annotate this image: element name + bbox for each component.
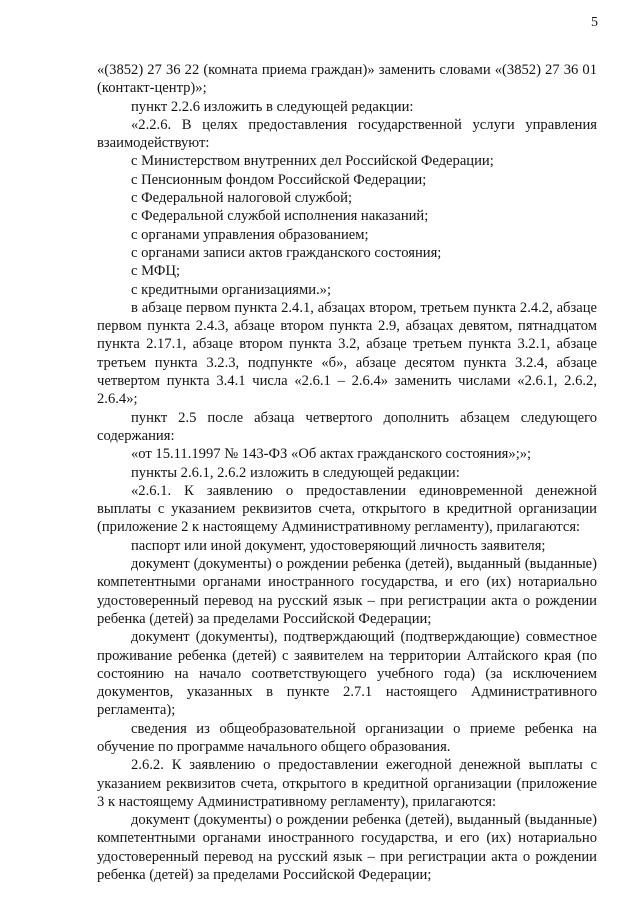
list-item: с Федеральной налоговой службой; [131, 190, 353, 207]
paragraph: «2.2.6. В целях предоставления государственной услуги управления взаимодействуют: [97, 116, 597, 152]
page-number: 5 [591, 15, 598, 30]
paragraph: паспорт или иной документ, удостоверяющий личность заявителя; [131, 537, 546, 554]
agency-list [97, 152, 597, 298]
document-body [97, 61, 597, 884]
list-item: с кредитными организациями.»; [131, 281, 332, 298]
paragraph: документ (документы) о рождении ребенка (детей), выданный (выданные) компетентными органами иностранного государства, и его (их) нотариально удостоверенный перевод на русский язык – при регистрации акта о рождении ребенка (детей) за пределами Российской Федерации; [97, 812, 597, 884]
paragraph: документ (документы), подтверждающий (подтверждающие) совместное проживание ребенка (детей) с заявителем на территории Алтайского края (по состоянию на начало соответствующего учебного года) (за исключением документов, указанных в пункте 2.7.1 настоящего Административного регламента); [97, 629, 597, 719]
list-item: с Федеральной службой исполнения наказаний; [131, 208, 429, 225]
list-item: с органами управления образованием; [131, 226, 369, 243]
paragraph: «от 15.11.1997 № 143-ФЗ «Об актах гражданского состояния»;»; [131, 446, 532, 463]
list-item: с МФЦ; [131, 263, 181, 280]
paragraph: сведения из общеобразовательной организации о приеме ребенка на обучение по программе начального общего образования. [97, 720, 597, 755]
list-item: с Пенсионным фондом Российской Федерации; [131, 171, 427, 188]
list-item: с органами записи актов гражданского состояния; [131, 244, 442, 261]
list-item: с Министерством внутренних дел Российской Федерации; [131, 153, 494, 170]
paragraph: «2.6.1. К заявлению о предоставлении единовременной денежной выплаты с указанием реквизитов счета, открытого в кредитной организации (приложение 2 к настоящему Административному регламенту), прилагаются: [97, 482, 597, 536]
paragraph: пункты 2.6.1, 2.6.2 изложить в следующей редакции: [131, 464, 460, 481]
paragraph: документ (документы) о рождении ребенка (детей), выданный (выданные) компетентными органами иностранного государства, и его (их) нотариально удостоверенный перевод на русский язык – при регистрации акта о рождении ребенка (детей) за пределами Российской Федерации; [97, 556, 597, 627]
paragraph: пункт 2.2.6 изложить в следующей редакции: [131, 98, 414, 115]
paragraph: «(3852) 27 36 22 (комната приема граждан)» заменить словами «(3852) 27 36 01 (контакт-центр)»; [97, 62, 597, 97]
paragraph: пункт 2.5 после абзаца четвертого дополнить абзацем следующего содержания: [97, 409, 597, 444]
paragraph: 2.6.2. К заявлению о предоставлении ежегодной денежной выплаты с указанием реквизитов счета, открытого в кредитной организации (приложение 3 к настоящему Административному регламенту), прилагаются: [97, 757, 597, 810]
paragraph: в абзаце первом пункта 2.4.1, абзацах втором, третьем пункта 2.4.2, абзаце первом пункта 2.4.3, абзаце втором пункта 2.9, абзацах девятом, пятнадцатом пункта 2.17.1, абзаце втором пункта 3.2, абзаце третьем пункта 3.2.1, абзаце третьем пункта 3.2.3, подпункте «б», абзаце десятом пункта 3.2.4, абзаце четвертом пункта 3.4.1 числа «2.6.1 – 2.6.4» заменить числами «2.6.1, 2.6.2, 2.6.4»; [97, 299, 597, 408]
